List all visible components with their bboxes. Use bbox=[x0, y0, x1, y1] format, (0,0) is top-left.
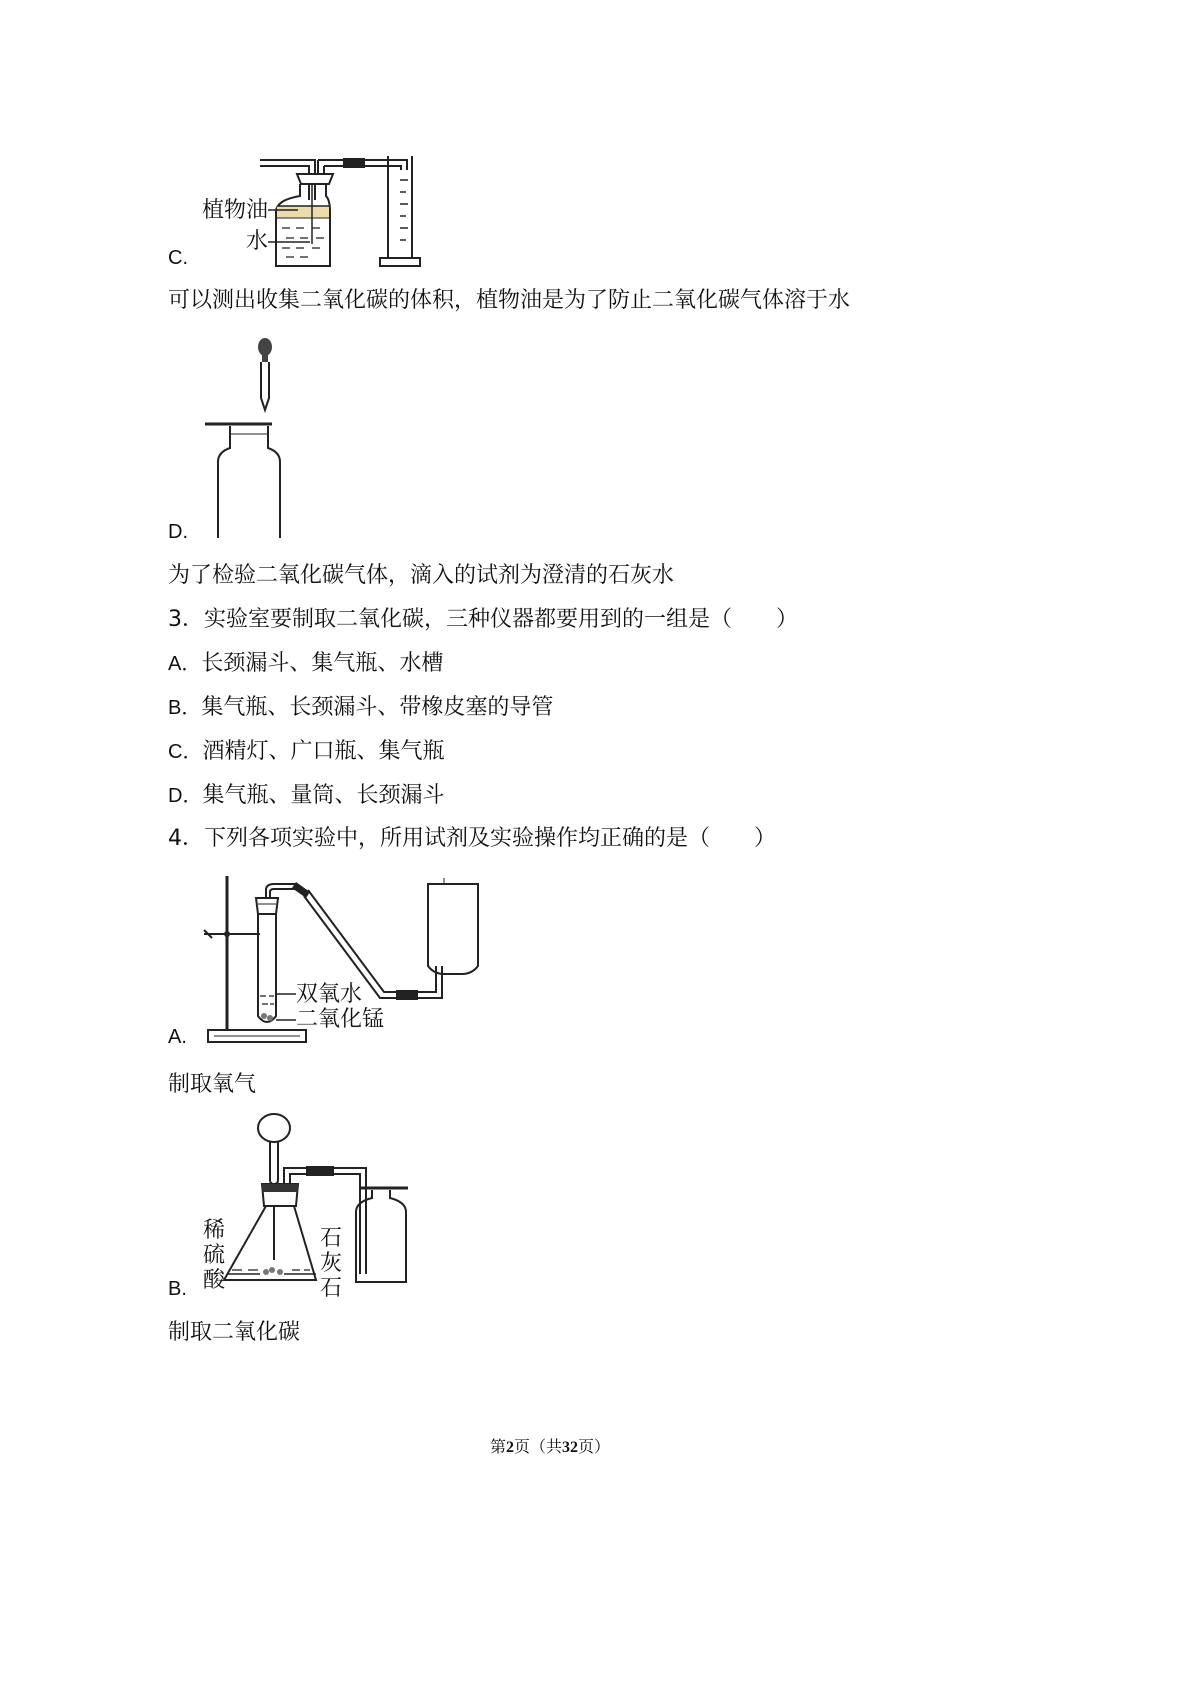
footer-post: 页） bbox=[578, 1437, 611, 1456]
footer-total-pages: 32 bbox=[562, 1439, 578, 1456]
label-hydrogen-peroxide: 双氧水 bbox=[296, 982, 363, 1007]
option-c-letter: C. bbox=[168, 247, 188, 269]
label-dilute-sulfuric-acid bbox=[203, 1218, 225, 1293]
option-text: 酒精灯、广口瓶、集气瓶 bbox=[202, 739, 445, 764]
question-3-option-d bbox=[168, 781, 444, 811]
option-letter: A． bbox=[168, 653, 202, 675]
option-letter: C． bbox=[168, 741, 203, 763]
question-3-option-c bbox=[168, 737, 444, 767]
question-3-option-b bbox=[168, 693, 553, 723]
option-a-caption: 制取氧气 bbox=[168, 1072, 257, 1097]
question-4-stem: 4．下列各项实验中，所用试剂及实验操作均正确的是（ ） bbox=[168, 826, 776, 851]
footer-pre: 第 bbox=[489, 1437, 506, 1456]
option-text: 集气瓶、量筒、长颈漏斗 bbox=[202, 783, 445, 808]
figure-dropper-bottle bbox=[200, 330, 300, 540]
label-char: 石 bbox=[320, 1276, 343, 1301]
footer-mid: 页（共 bbox=[513, 1437, 562, 1456]
option-d-letter: D. bbox=[168, 521, 188, 543]
label-char: 硫 bbox=[203, 1243, 226, 1268]
question-3-stem: 3．实验室要制取二氧化碳，三种仪器都要用到的一组是（ ） bbox=[168, 607, 798, 632]
label-vegetable-oil: 植物油 bbox=[202, 198, 269, 223]
option-d-caption: 为了检验二氧化碳气体，滴入的试剂为澄清的石灰水 bbox=[168, 563, 675, 588]
option-b-caption: 制取二氧化碳 bbox=[168, 1320, 301, 1345]
label-char: 酸 bbox=[203, 1268, 226, 1293]
option-letter: D． bbox=[168, 785, 203, 807]
label-char: 石 bbox=[320, 1226, 343, 1251]
option-b-letter: B. bbox=[168, 1278, 187, 1300]
figure-co2-generation bbox=[200, 1110, 420, 1295]
option-a-letter: A. bbox=[168, 1026, 187, 1048]
page-footer bbox=[0, 1434, 1100, 1457]
label-char: 稀 bbox=[203, 1218, 226, 1243]
label-limestone bbox=[320, 1226, 342, 1301]
footer-page-number: 2 bbox=[505, 1439, 514, 1456]
option-c-caption: 可以测出收集二氧化碳的体积，植物油是为了防止二氧化碳气体溶于水 bbox=[168, 288, 851, 313]
option-text: 集气瓶、长颈漏斗、带橡皮塞的导管 bbox=[201, 695, 554, 720]
label-water: 水 bbox=[246, 229, 269, 254]
question-3-option-a bbox=[168, 649, 443, 679]
label-char: 灰 bbox=[320, 1251, 343, 1276]
option-letter: B． bbox=[168, 697, 202, 719]
label-manganese-dioxide: 二氧化锰 bbox=[296, 1007, 385, 1032]
option-text: 长颈漏斗、集气瓶、水槽 bbox=[201, 651, 444, 676]
